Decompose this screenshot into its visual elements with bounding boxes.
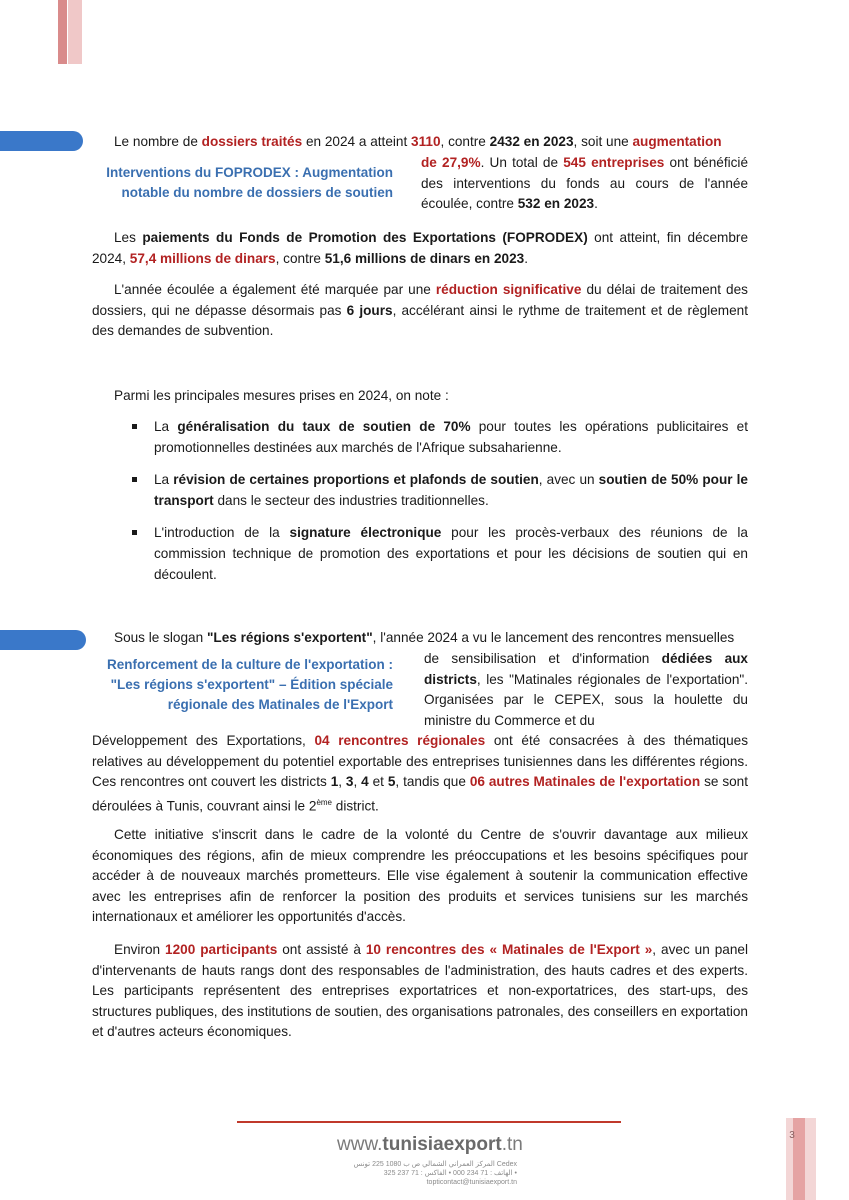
page-number: 3 — [789, 1130, 795, 1141]
measures-intro: Parmi les principales mesures prises en 2024, on note : — [114, 388, 449, 403]
footer-address-line: المركز العمراني الشمالي ص ب 1080 225 تونس Cedex — [353, 1161, 517, 1168]
header-decor-bar-light — [68, 0, 82, 64]
paragraph-regions-line1: Sous le slogan "Les régions s'exportent", l'année 2024 a vu le lancement des rencontres mensuelles — [114, 630, 735, 645]
list-item: La révision de certaines proportions et plafonds de soutien, avec un soutien de 50% pour le transport dans le secteur des industries traditionnelles. — [126, 470, 748, 511]
footer-contact-line: الهاتف : 71 234 000 • الفاكس : 71 237 325 • topticontact@tunisiaexport.tn — [383, 1170, 517, 1186]
paragraph-delai: L'année écoulée a également été marquée par une réduction significative du délai de traitement des dossiers, qui ne dépasse désormais pas 6 jours, accélérant ainsi le rythme de traitement et de règlement des demandes de subvention. — [92, 282, 748, 339]
section-marker-foprodex — [0, 131, 83, 151]
section-marker-regions — [0, 630, 86, 650]
paragraph-dossiers-wrap: de 27,9%. Un total de 545 entreprises ont bénéficié des interventions du fonds au cours de l'année écoulée, contre 532 en 2023. — [421, 155, 749, 212]
header-decor-bar — [58, 0, 67, 64]
paragraph-paiements: Les paiements du Fonds de Promotion des Exportations (FOPRODEX) ont atteint, fin décembre 2024, 57,4 millions de dinars, contre 51,6 millions de dinars en 2023. — [92, 230, 748, 266]
section-title-regions: Renforcement de la culture de l'exportation : "Les régions s'exportent" – Édition spéciale régionale des Matinales de l'Export — [106, 657, 393, 712]
paragraph-dossiers-line1: Le nombre de dossiers traités en 2024 a atteint 3110, contre 2432 en 2023, soit une augmentation — [114, 134, 722, 149]
paragraph-regions-wrap: de sensibilisation et d'information dédiées aux districts, les "Matinales régionales de l'exportation". Organisées par le CEPEX, sous la houlette du ministre du Commerce et du — [424, 651, 748, 728]
bullet-icon — [132, 530, 137, 535]
paragraph-participants: Environ 1200 participants ont assisté à 10 rencontres des « Matinales de l'Export », avec un panel d'intervenants de hauts rangs dont des responsables de l'administration, des hauts cadres et des experts. Les participants représentent des entreprises exportatrices et non-exportatrices, des start-ups, des structures publiques, des institutions de soutien, des organisations patronales, des conseillers en exportation et d'autres acteurs économiques. — [92, 942, 749, 1040]
bullet-icon — [132, 477, 137, 482]
measures-list — [126, 417, 748, 597]
bullet-icon — [132, 424, 137, 429]
paragraph-initiative: Cette initiative s'inscrit dans le cadre de la volonté du Centre de s'ouvrir davantage aux milieux économiques des régions, afin de mieux comprendre les préoccupations et les besoins spécifiques pour accéder à de nouveaux marchés prometteurs. Elle vise également à soutenir la communication effective avec les entreprises afin de renforcer la position des produits et services tunisiens sur les marchés internationaux et améliorer les opportunités d'accès. — [92, 827, 748, 925]
list-item: L'introduction de la signature électronique pour les procès-verbaux des réunions de la commission technique de promotion des exportations et pour les décisions de soutien qui en découlent. — [126, 523, 748, 585]
section-title-foprodex: Interventions du FOPRODEX : Augmentation notable du nombre de dossiers de soutien — [106, 165, 393, 200]
list-item: La généralisation du taux de soutien de 70% pour toutes les opérations publicitaires et promotionnelles destinées aux marchés de l'Afrique subsaharienne. — [126, 417, 748, 458]
footer-divider — [237, 1121, 621, 1123]
footer-address — [337, 1160, 517, 1187]
paragraph-regions-rest: Développement des Exportations, 04 rencontres régionales ont été consacrées à des thématiques relatives au développement du potentiel exportable des entreprises tunisiennes dans les différentes régions. Ces rencontres ont couvert les districts 1, 3, 4 et 5, tandis que 06 autres Matinales de l'exportation se sont déroulées à Tunis, couvrant ainsi le 2ème district. — [92, 733, 749, 814]
footer-website[interactable]: www.tunisiaexport.tn — [337, 1134, 523, 1155]
